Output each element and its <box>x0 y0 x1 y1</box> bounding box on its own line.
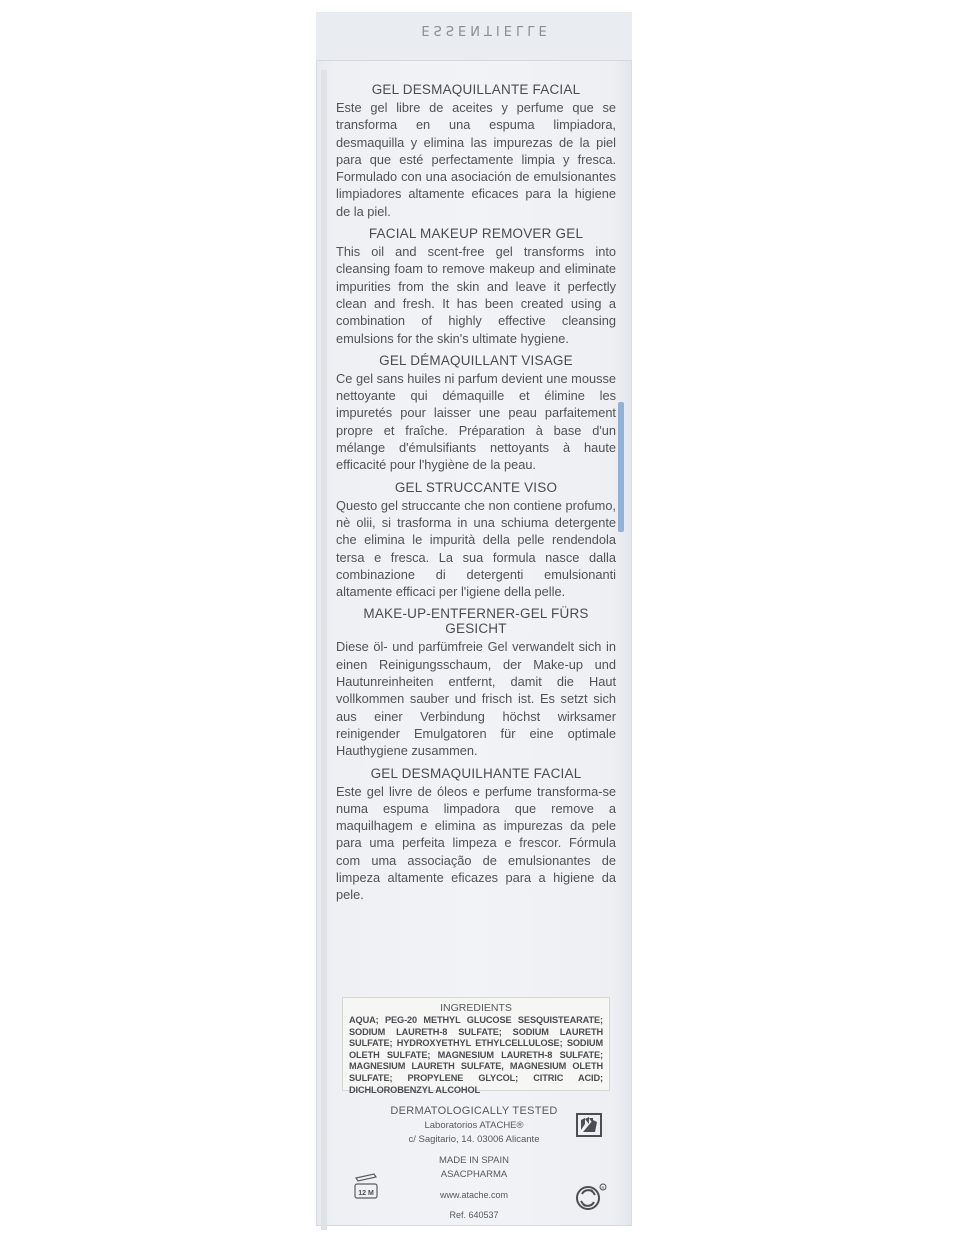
top-flap <box>316 12 632 61</box>
side-fold <box>321 70 327 1230</box>
lab-address: c/ Sagitario, 14. 03006 Alicante <box>408 1134 540 1145</box>
section-body: Questo gel struccante che non contiene profumo, nè olii, si trasforma in una schiuma detergente che elimina le impurità della pelle rendendola tersa e fresca. La sua formula nasce dalla combinazione di detergenti emulsionanti altamente efficaci per l'igiene della pelle. <box>336 497 616 600</box>
section-it <box>336 480 616 601</box>
section-body: Este gel libre de aceites y perfume que se transforma en una espuma limpiadora, desmaquilla y elimina las impurezas de la piel para que esté perfectamente limpia y fresca. Formulado con una asociación de emulsionantes limpiadores altamente eficaces para la higiene de la piel. <box>336 100 616 219</box>
ingredients-title: INGREDIENTS <box>440 1002 512 1014</box>
section-pt <box>336 766 616 904</box>
description-block <box>336 82 616 910</box>
section-de <box>336 606 616 759</box>
distributor: ASACPHARMA <box>440 1169 508 1180</box>
blue-edge-tab <box>618 402 624 532</box>
dermatologically-tested: DERMATOLOGICALLY TESTED <box>390 1105 558 1117</box>
product-box-back <box>316 12 632 1226</box>
section-title: GEL DESMAQUILHANTE FACIAL <box>370 765 582 781</box>
hand-book-icon <box>575 1110 605 1140</box>
section-body: Diese öl- und parfümfreie Gel verwandelt sich in einen Reinigungsschaum, der Make-up und Hautunreinheiten entfernt, damit die Haut vollkommen sauber und frisch ist. Es setzt sich aus einer Verbindung höchst wirksamer reinigender Emulgatoren für eine optimale Hauthygiene zusammen. <box>336 639 616 759</box>
svg-text:R: R <box>601 1185 605 1190</box>
recycle-icon <box>574 1182 608 1212</box>
manufacturer-info <box>376 1104 572 1223</box>
brand-mirrored-text: ESSENTIELLE <box>421 22 551 37</box>
ingredients-list: AQUA; PEG-20 METHYL GLUCOSE SESQUISTEARATE; SODIUM LAURETH-8 SULFATE; SODIUM LAURETH SULFATE; HYDROXYETHYL ETHYLCELLULOSE; SODIUM OLETH SULFATE; MAGNESIUM LAURETH-8 SULFATE; MAGNESIUM LAURETH SULFATE, MAGNESIUM OLETH SULFATE; PROPYLENE GLYCOL; CITRIC ACID; DICHLOROBENZYL ALCOHOL <box>349 1015 603 1095</box>
section-title: GEL STRUCCANTE VISO <box>394 479 558 495</box>
website: www.atache.com <box>439 1189 509 1200</box>
section-body: Este gel livre de óleos e perfume transforma-se numa espuma limpadora que remove a maquilhagem e elimina as impurezas da pele para uma perfeita limpeza e frescor. Fórmula com uma associação de emulsionantes de limpeza altamente eficazes para a higiene da pele. <box>336 783 616 903</box>
open-jar-icon <box>352 1172 380 1202</box>
section-es <box>336 82 616 220</box>
section-body: This oil and scent-free gel transforms into cleansing foam to remove makeup and eliminate impurities from the skin and leave it perfectly clean and fresh. It has been created using a combination of highly effective cleansing emulsions for the skin's ultimate hygiene. <box>336 244 616 346</box>
section-title: MAKE-UP-ENTFERNER-GEL FÜRS GESICHT <box>363 606 589 637</box>
section-en <box>336 226 616 347</box>
section-title: GEL DÉMAQUILLANT VISAGE <box>379 352 573 368</box>
made-in: MADE IN SPAIN <box>438 1154 510 1166</box>
section-fr <box>336 353 616 474</box>
section-title: GEL DESMAQUILLANTE FACIAL <box>371 82 581 97</box>
lab-name: Laboratorios ATACHE® <box>424 1119 524 1131</box>
ingredients-box <box>342 997 610 1095</box>
pao-label: 12 M <box>358 1190 374 1197</box>
section-title: FACIAL MAKEUP REMOVER GEL <box>368 226 584 242</box>
reference-number: Ref. 640537 <box>449 1210 499 1220</box>
section-body: Ce gel sans huiles ni parfum devient une mousse nettoyante qui démaquille et élimine les impuretés pour laisser une peau parfaitement propre et fraîche. Préparation à base d'un mélange d'émulsifiants nettoyants à haute efficacité pour l'hygiène de la peau. <box>336 370 616 473</box>
